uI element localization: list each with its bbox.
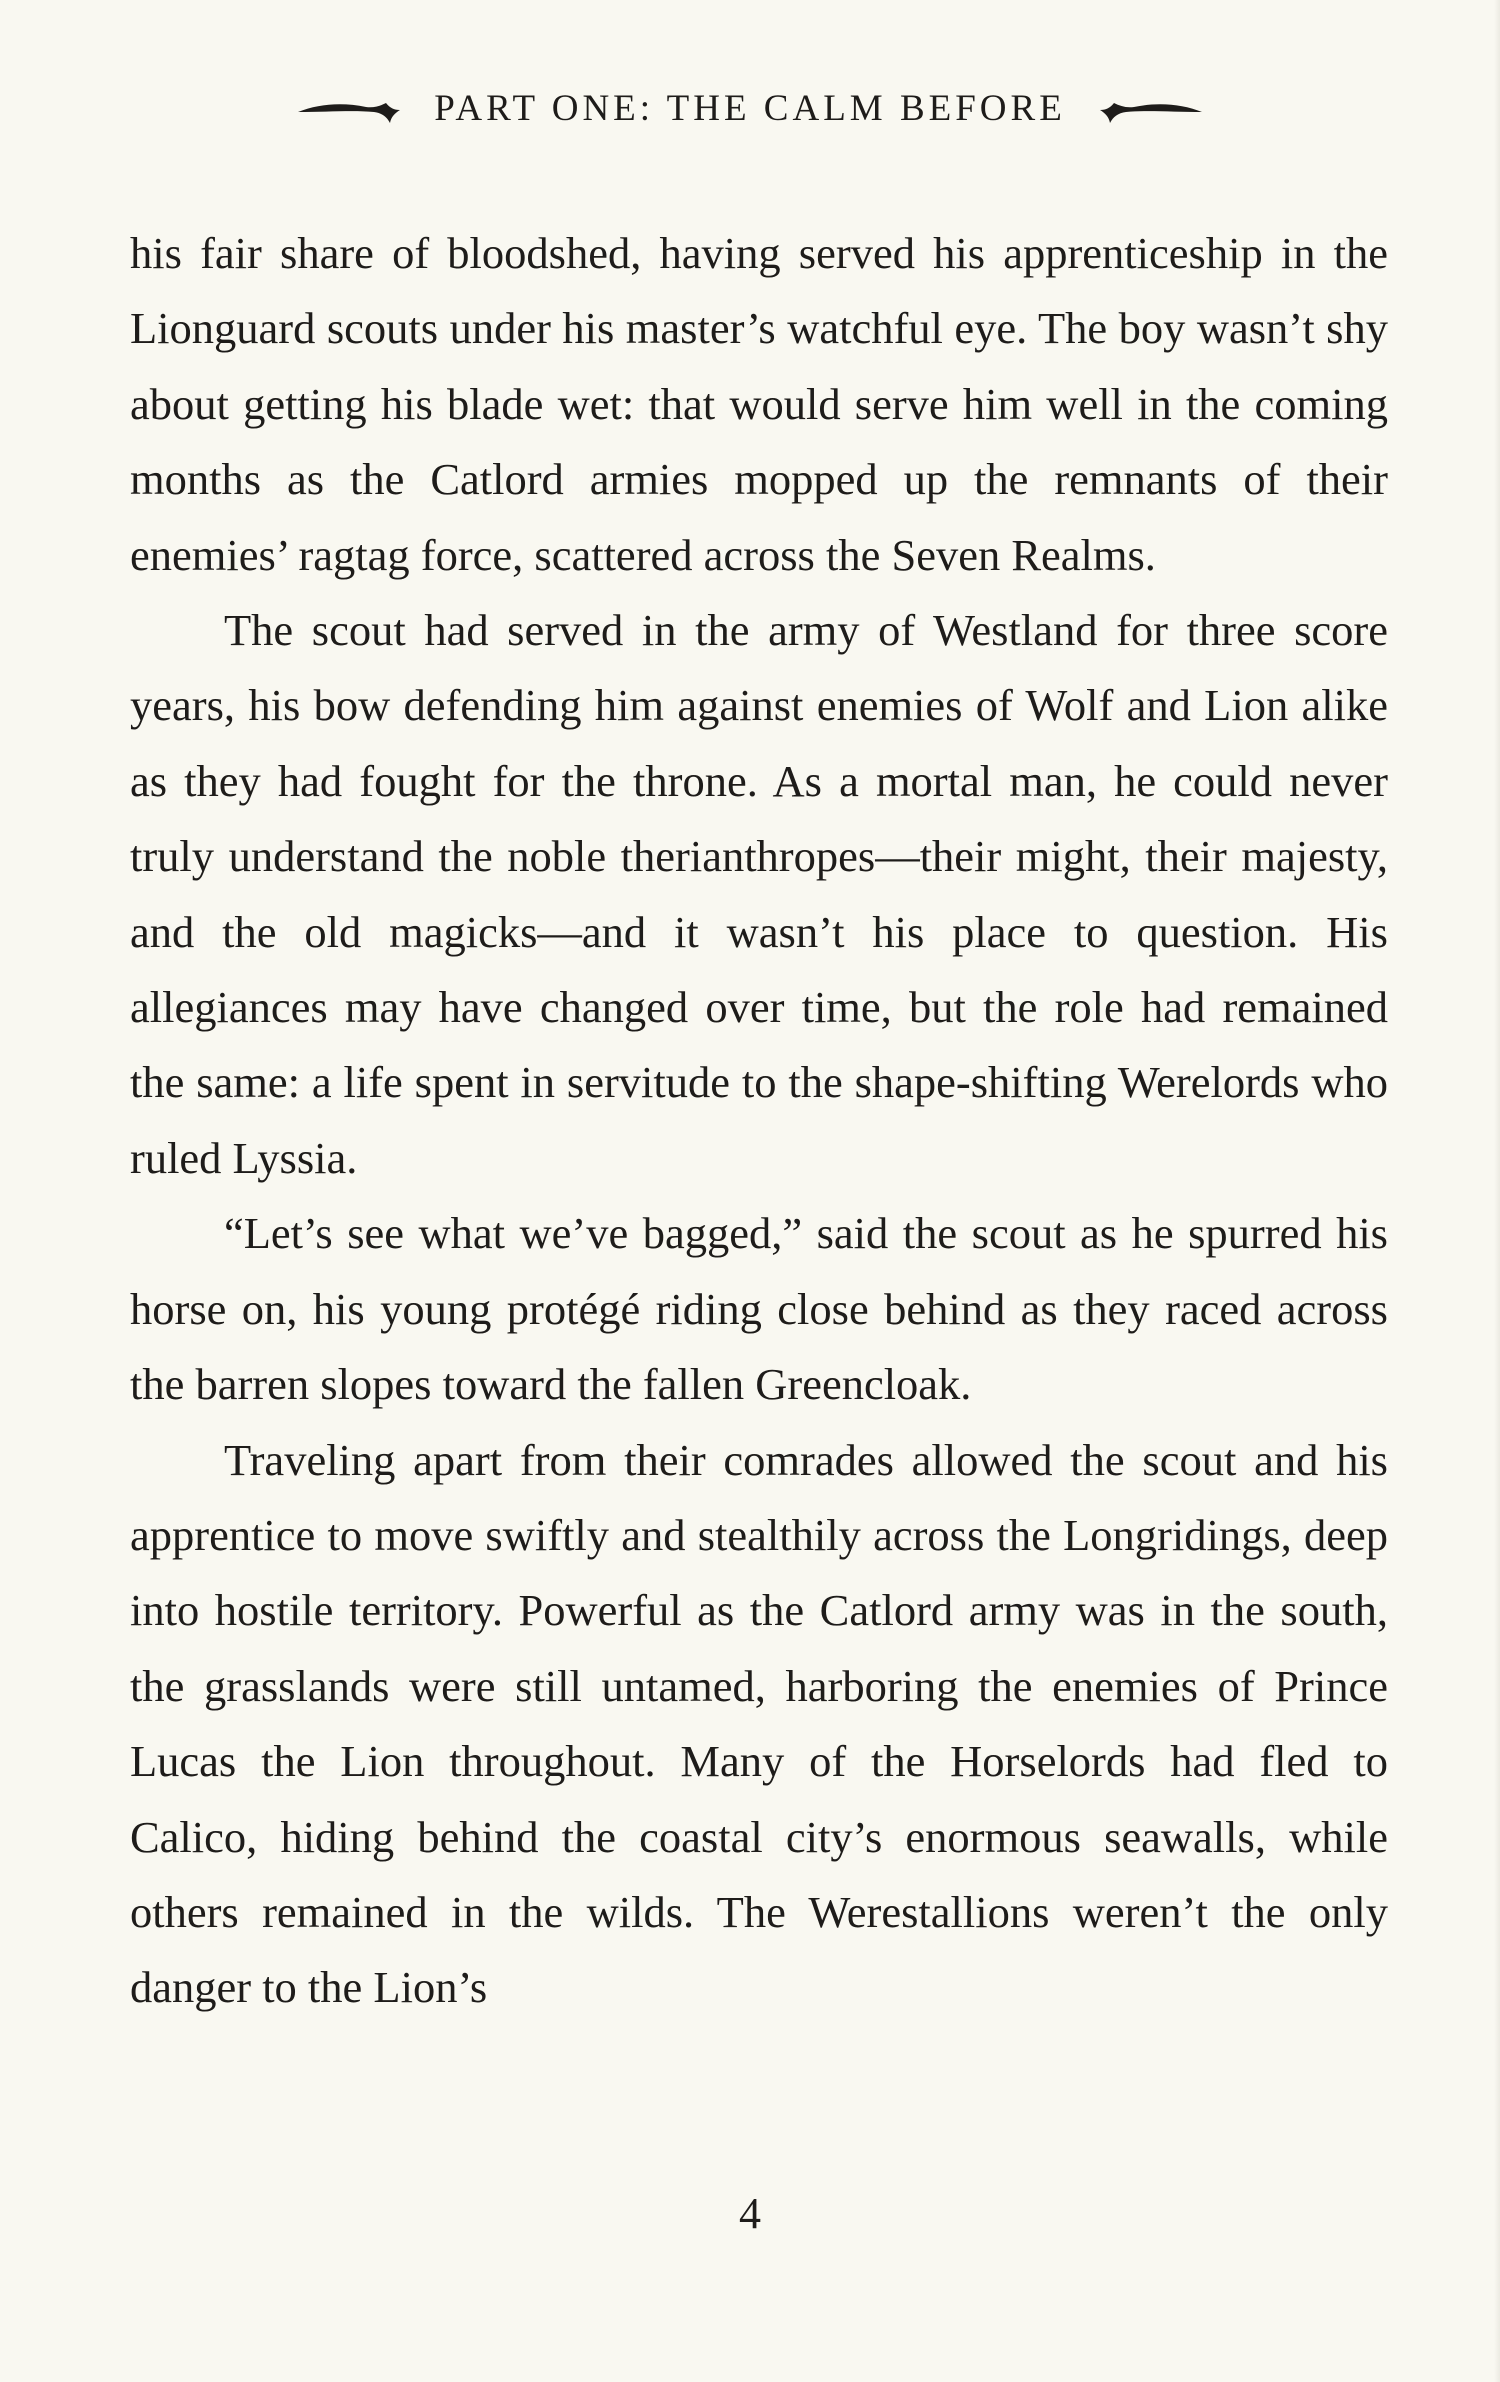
right-bird-flourish-icon	[1086, 90, 1206, 126]
left-bird-flourish-icon	[294, 90, 414, 126]
chapter-header-title: PART ONE: THE CALM BEFORE	[434, 87, 1066, 129]
body-text	[130, 216, 1388, 2026]
paragraph-4: Traveling apart from their comrades allowed the scout and his apprentice to move swiftly and stealthily across the Longridings, deep into hostile territory. Powerful as the Catlord army was in the south, the grasslands were still untamed, harboring the enemies of Prince Lucas the Lion throughout. Many of the Horselords had fled to Calico, hiding behind the coastal city’s enormous seawalls, while others remained in the wilds. The Werestallions weren’t the only danger to the Lion’s	[130, 1434, 1388, 2013]
running-header	[0, 78, 1500, 138]
page-number: 4	[739, 2189, 761, 2238]
paragraph-2: The scout had served in the army of Westland for three score years, his bow defending him against enemies of Wolf and Lion alike as they had fought for the throne. As a mortal man, he could never truly understand the noble therianthropes—their might, their majesty, and the old magicks—and it wasn’t his place to question. His allegiances may have changed over time, but the role had remained the same: a life spent in servitude to the shape-shifting Werelords who ruled Lyssia.	[130, 605, 1388, 1183]
paragraph-1: his fair share of bloodshed, having served his apprenticeship in the Lionguard scouts under his master’s watchful eye. The boy wasn’t shy about getting his blade wet: that would serve him well in the coming months as the Catlord armies mopped up the remnants of their enemies’ ragtag force, scattered across the Seven Realms.	[130, 228, 1388, 580]
paragraph-3: “Let’s see what we’ve bagged,” said the scout as he spurred his horse on, his young protégé riding close behind as they raced across the barren slopes toward the fallen Greencloak.	[130, 1208, 1388, 1410]
page-edge	[1494, 0, 1500, 2382]
